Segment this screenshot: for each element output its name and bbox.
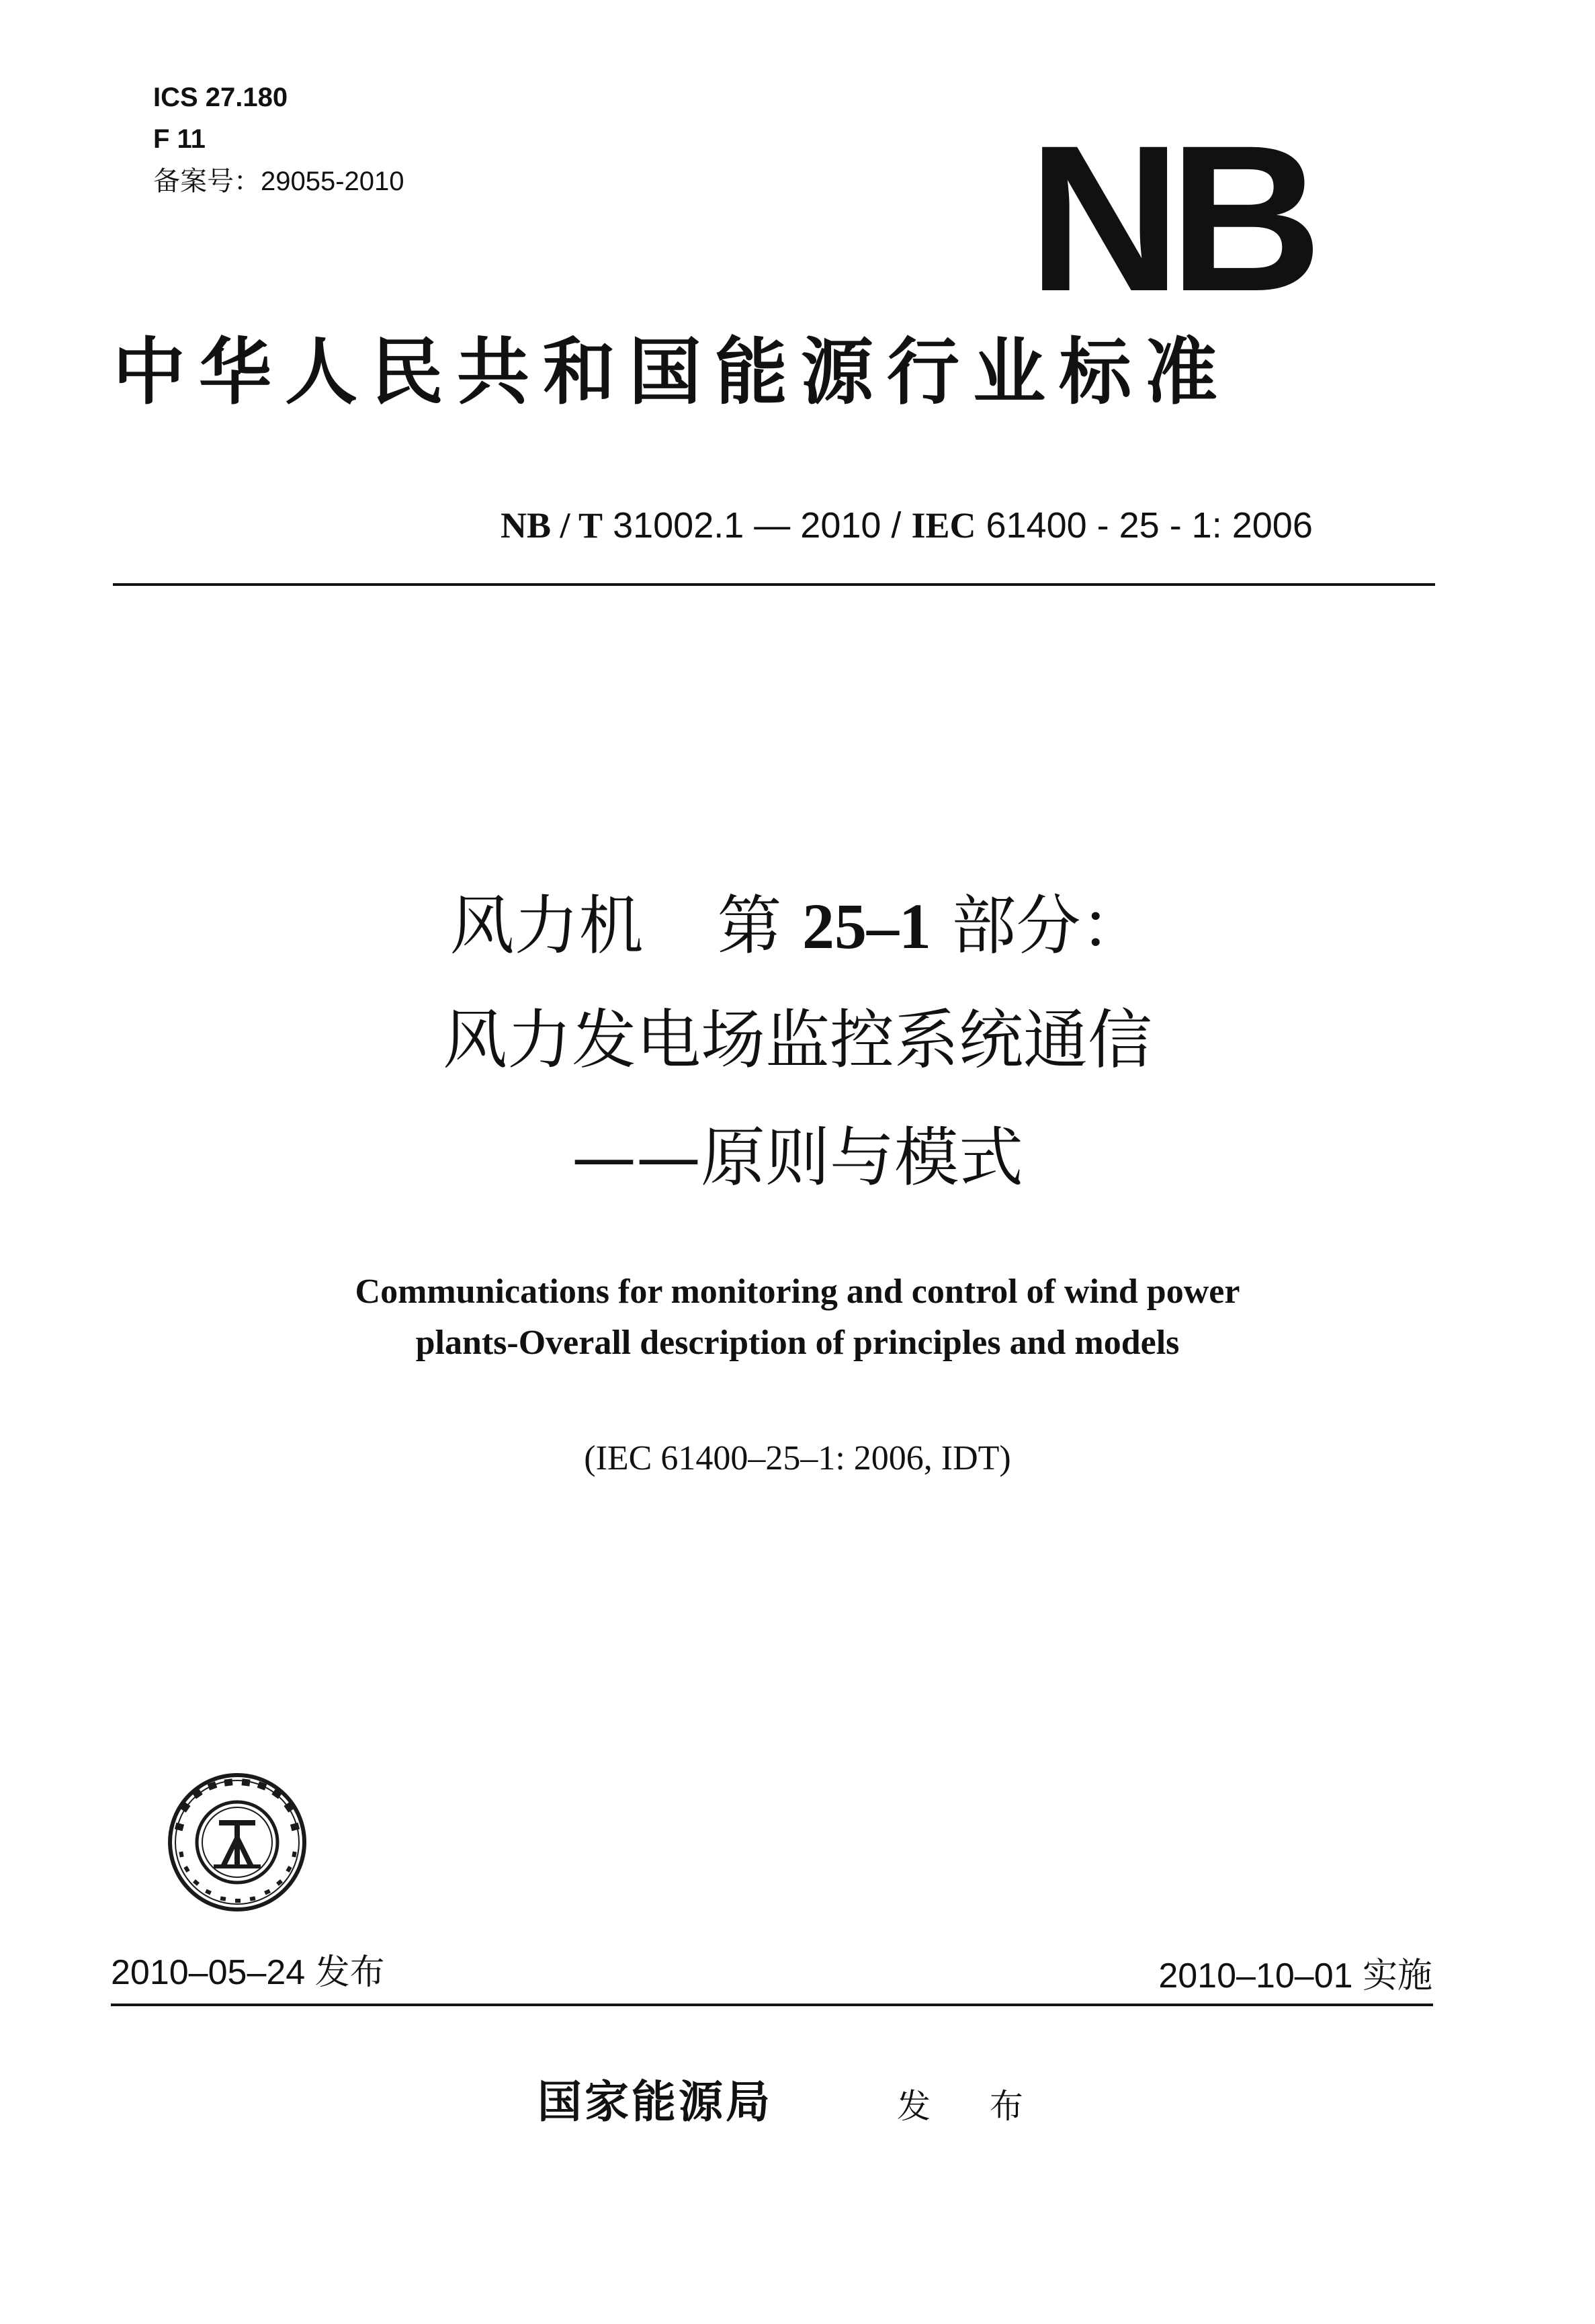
- issuing-authority: 国家能源局: [537, 2075, 773, 2128]
- header-rule: [113, 583, 1435, 586]
- ics-code: ICS 27.180: [153, 83, 288, 112]
- iec-equivalence: (IEC 61400–25–1: 2006, IDT): [584, 1439, 1011, 1477]
- english-title-line-2: plants-Overall description of principles and models: [415, 1324, 1180, 1363]
- english-title: [0, 1266, 1595, 1369]
- category-code: F 11: [153, 124, 206, 154]
- nb-number: 31002.1 — 2010 /: [613, 505, 902, 546]
- ministry-title: 中华人民共和国能源行业标准: [113, 330, 1232, 415]
- iec-number: 61400 - 25 - 1: 2006: [986, 505, 1313, 546]
- title-part-b: 第: [717, 888, 782, 963]
- nb-logo: NB: [1028, 101, 1310, 335]
- implementation-date: 2010–10–01 实施: [1158, 1956, 1432, 1995]
- footer-rule: [111, 2004, 1433, 2006]
- publisher-seal-logo: [167, 1772, 308, 1913]
- nb-prefix: NB / T: [501, 505, 603, 546]
- standard-number: [501, 507, 1313, 544]
- issue-action: 发 布: [897, 2087, 1047, 2126]
- title-line-1: [0, 888, 1595, 963]
- title-part-c: 部分：: [951, 888, 1146, 963]
- title-part-number: 25–1: [802, 890, 931, 962]
- record-number: 备案号：29055-2010: [153, 167, 404, 196]
- seal-emblem-icon: [167, 1772, 308, 1913]
- english-title-line-1: Communications for monitoring and control of wind power: [355, 1273, 1240, 1311]
- iec-prefix: IEC: [911, 505, 976, 546]
- title-line-3: ——原则与模式: [572, 1120, 1023, 1195]
- title-part-a: 风力机: [449, 888, 644, 963]
- issue-date: 2010–05–24 发布: [111, 1953, 385, 1992]
- title-line-2: 风力发电场监控系统通信: [443, 1002, 1152, 1078]
